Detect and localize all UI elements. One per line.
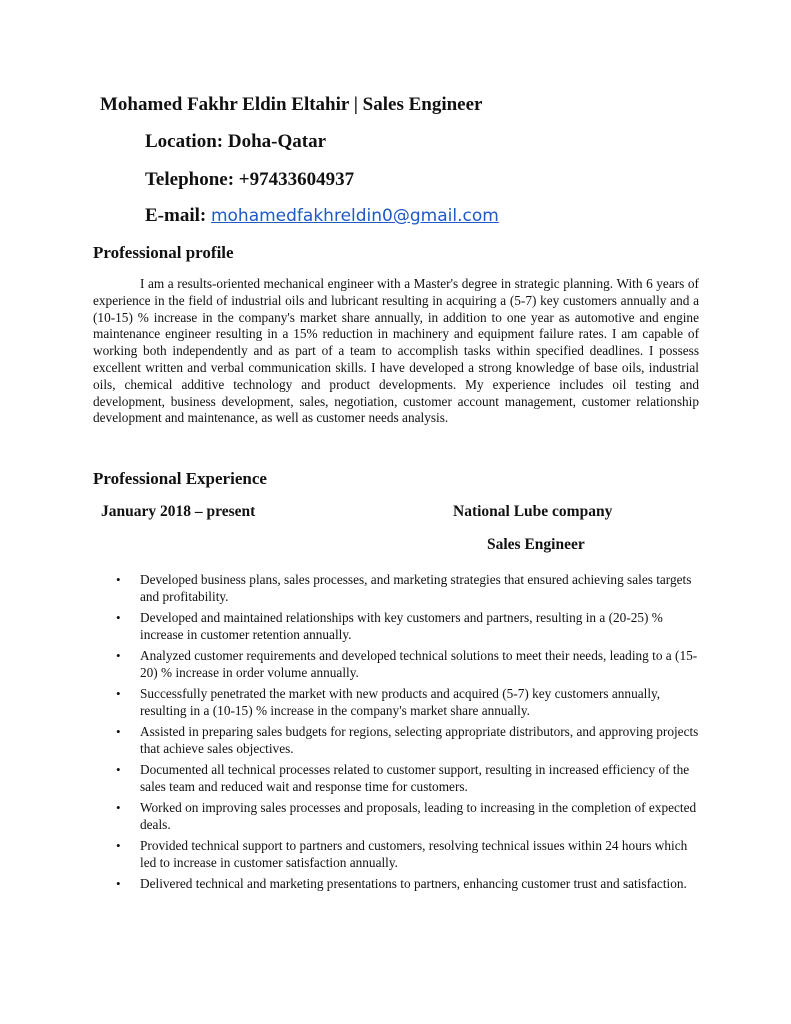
list-item: • Assisted in preparing sales budgets for regions, selecting appropriate distributors, and approving projects that achieve sales objectives. [140, 723, 700, 757]
location-label: Location: [145, 131, 224, 152]
telephone-value: +97433604937 [238, 169, 355, 190]
job-date-range: January 2018 – present [101, 503, 256, 520]
list-item: • Successfully penetrated the market with new products and acquired (5-7) key customers annually, resulting in a (10-15) % increase in the company's market share annually. [140, 685, 700, 719]
list-item: • Delivered technical and marketing presentations to partners, enhancing customer trust and satisfaction. [140, 875, 700, 892]
telephone-label: Telephone: [145, 169, 235, 190]
job-responsibilities-list [140, 571, 700, 896]
location-line [145, 131, 326, 153]
list-item: • Provided technical support to partners and customers, resolving technical issues within 24 hours which led to increase in customer satisfaction annually. [140, 837, 700, 871]
profile-heading: Professional profile [93, 243, 234, 262]
experience-heading: Professional Experience [93, 469, 267, 488]
list-item: • Documented all technical processes related to customer support, resulting in increased efficiency of the sales team and reduced wait and response time for customers. [140, 761, 700, 795]
list-item: • Analyzed customer requirements and developed technical solutions to meet their needs, leading to a (15-20) % increase in order volume annually. [140, 647, 700, 681]
profile-paragraph: I am a results-oriented mechanical engineer with a Master's degree in strategic planning. With 6 years of experience in the field of industrial oils and lubricant resulting in acquiring a (5-7) key customers annually and a (10-15) % increase in the company's market share annually, in addition to one year as automotive and engine maintenance engineer resulting in a 15% reduction in machinery and equipment failure rates. I am capable of working both independently and as part of a team to accomplish tasks within specified deadlines. I possess excellent written and verbal communication skills. I have developed a strong knowledge of base oils, industrial oils, chemical additive technology and product developments. My experience includes oil testing and development, business development, sales, negotiation, customer account management, customer relationship development and maintenance, as well as customer needs analysis. [93, 276, 699, 426]
email-line [145, 205, 499, 227]
job-title: Sales Engineer [487, 536, 585, 553]
profile-summary [93, 276, 699, 427]
list-item: • Developed and maintained relationships with key customers and partners, resulting in a (20-25) % increase in customer retention annually. [140, 609, 700, 643]
telephone-line [145, 169, 354, 191]
name-title-line: Mohamed Fakhr Eldin Eltahir | Sales Engineer [100, 94, 483, 115]
email-label: E-mail: [145, 205, 207, 226]
job-company: National Lube company [453, 503, 613, 520]
list-item: • Developed business plans, sales processes, and marketing strategies that ensured achieving sales targets and profitability. [140, 571, 700, 605]
location-value: Doha-Qatar [227, 131, 327, 152]
list-item: • Worked on improving sales processes and proposals, leading to increasing in the completion of expected deals. [140, 799, 700, 833]
email-link[interactable]: mohamedfakhreldin0@gmail.com [210, 206, 499, 226]
